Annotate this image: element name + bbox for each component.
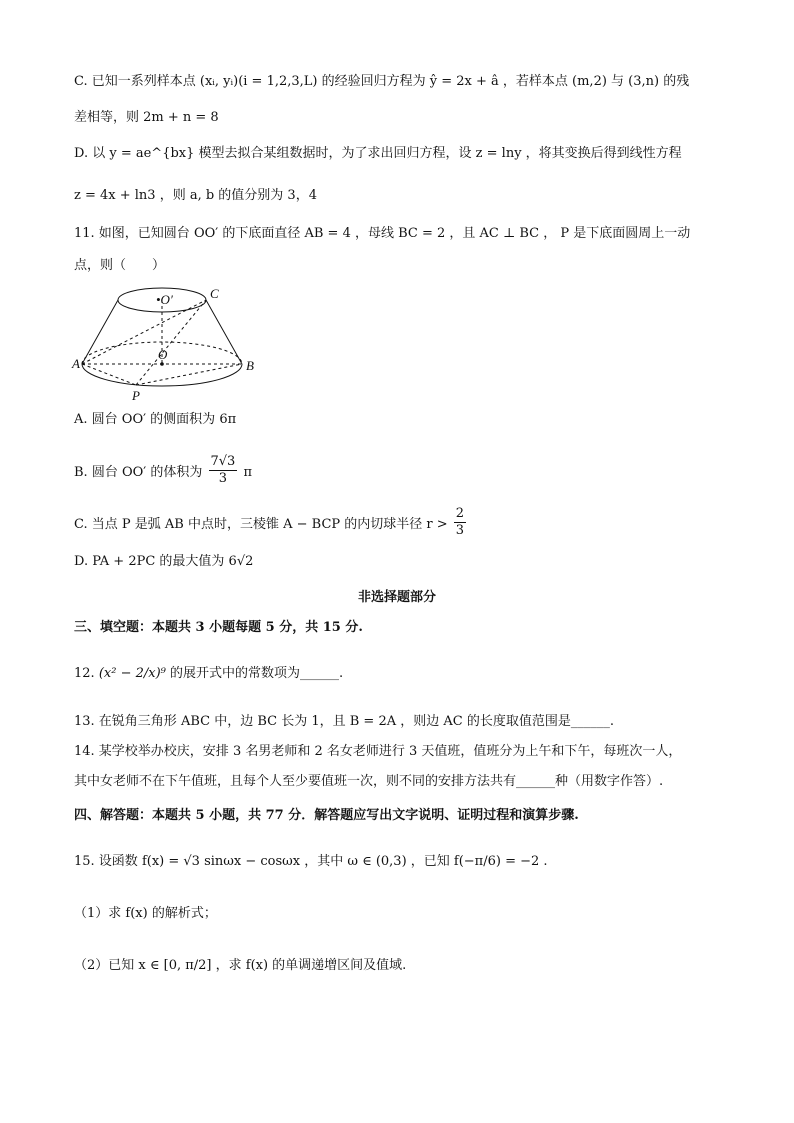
q11-option-b-fraction [209, 454, 238, 487]
q13: 13. 在锐角三角形 ABC 中，边 BC 长为 1，且 B = 2A ，则边 AC 的长度取值范围是______. [74, 714, 614, 729]
q15-part1: （1）求 f(x) 的解析式； [74, 906, 217, 921]
label-o-prime: •O′ [156, 292, 173, 307]
segment-pb [136, 364, 242, 385]
q11-option-b-prefix: B. 圆台 OO′ 的体积为 [74, 465, 203, 480]
center-o-dot [160, 362, 164, 366]
section-4-heading: 四、解答题：本题共 5 小题，共 77 分．解答题应写出文字说明、证明过程和演算步骤. [74, 808, 579, 823]
label-b: B [246, 358, 254, 373]
q15-part2: （2）已知 x ∈ [0, π/2] ，求 f(x) 的单调递增区间及值域. [74, 958, 407, 973]
frustum-figure [70, 284, 260, 404]
bottom-base-front-arc [82, 364, 242, 386]
label-a: A [72, 356, 80, 371]
q11-option-c [74, 508, 468, 541]
label-o: O [158, 347, 168, 362]
q11-option-d: D. PA + 2PC 的最大值为 6√2 [74, 554, 254, 569]
label-p: P [132, 388, 140, 403]
segment-pc [136, 300, 206, 385]
q12 [74, 664, 343, 684]
q11-option-b [74, 456, 252, 489]
q10-option-c-line1: C. 已知一系列样本点 (xᵢ, yᵢ)(i = 1,2,3,L) 的经验回归方程为 ŷ = 2x + â ，若样本点 (m,2) 与 (3,n) 的残 [74, 74, 690, 89]
q11-option-c-prefix: C. 当点 P 是弧 AB 中点时，三棱锥 A − BCP 的内切球半径 r > [74, 517, 448, 532]
section-3-heading: 三、填空题：本题共 3 小题每题 5 分，共 15 分. [74, 620, 363, 635]
q12-expression: (x² − 2/x)⁹ [98, 666, 166, 681]
q11-option-c-fraction [454, 506, 466, 539]
q12-text: 的展开式中的常数项为______. [170, 666, 344, 681]
q11-option-a: A. 圆台 OO′ 的侧面积为 6π [74, 412, 237, 427]
q11-option-b-suffix: π [243, 465, 253, 480]
segment-pa [82, 364, 136, 385]
section-non-choice-title: 非选择题部分 [357, 590, 436, 605]
q11-stem-line2: 点，则（ ） [74, 258, 166, 273]
right-generator-bc [206, 300, 242, 364]
label-c: C [210, 286, 219, 301]
q11-option-b-denominator: 3 [218, 471, 228, 486]
q12-number: 12. [74, 666, 95, 681]
q14-line1: 14. 某学校举办校庆，安排 3 名男老师和 2 名女老师进行 3 天值班，值班分为上午和下午，每班次一人， [74, 744, 682, 759]
q10-option-d-line2: z = 4x + ln3 ，则 a, b 的值分别为 3，4 [74, 188, 317, 203]
q15-stem: 15. 设函数 f(x) = √3 sinωx − cosωx ，其中 ω ∈ (0,3) ，已知 f(−π/6) = −2 . [74, 854, 548, 869]
q11-stem-line1: 11. 如图，已知圆台 OO′ 的下底面直径 AB = 4 ，母线 BC = 2 ，且 AC ⊥ BC ， P 是下底面圆周上一动 [74, 226, 691, 241]
q11-option-c-numerator: 2 [455, 506, 465, 521]
q10-option-c-line2: 差相等，则 2m + n = 8 [74, 110, 219, 125]
q11-option-b-numerator: 7√3 [210, 454, 236, 469]
q14-line2: 其中女老师不在下午值班，且每个人至少要值班一次，则不同的安排方法共有______种（用数字作答）. [74, 774, 664, 789]
q11-option-c-denominator: 3 [455, 523, 465, 538]
q10-option-d-line1: D. 以 y = ae^{bx} 模型去拟合某组数据时，为了求出回归方程，设 z = lny ，将其变换后得到线性方程 [74, 146, 682, 161]
